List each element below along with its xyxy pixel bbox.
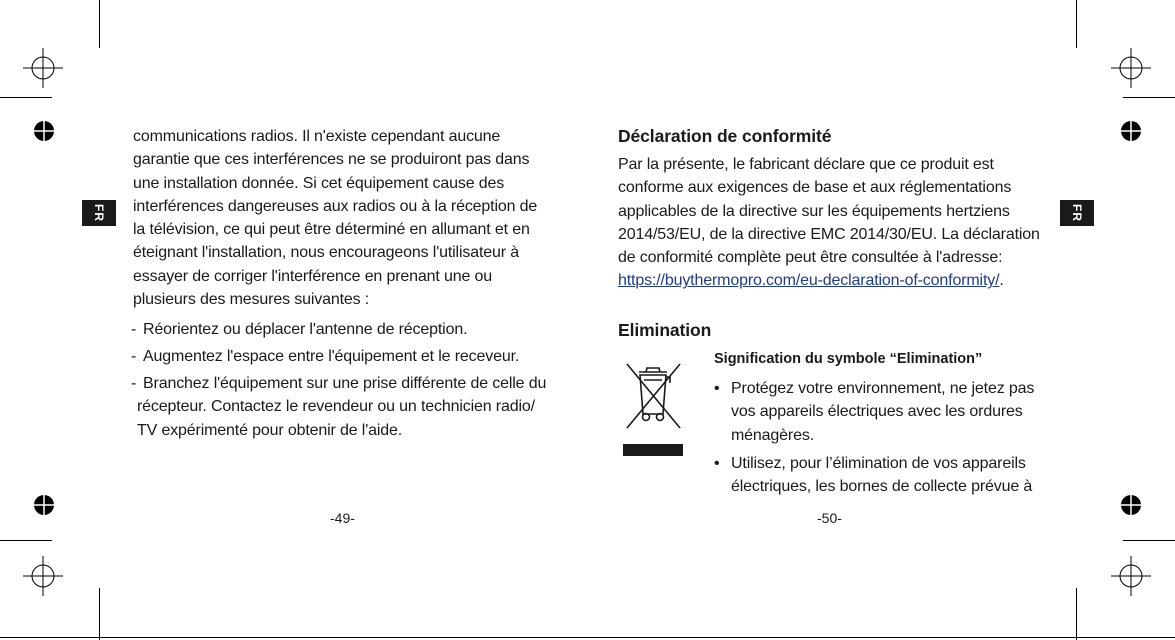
paragraph-line: essayer de corriger l'interférence en prenant une ou [133, 267, 493, 285]
list-item-text: récepteur. Contactez le revendeur ou un technicien radio/ [137, 398, 535, 416]
crop-mark [0, 540, 52, 541]
paragraph-line: interférences dangereuses aux radios ou à la réception de [133, 197, 538, 215]
crossed-out-wheelie-bin-icon [620, 356, 686, 458]
crop-mark [1076, 588, 1077, 640]
paragraph-line: 2014/53/EU, de la directive EMC 2014/30/EU. La déclaration [618, 225, 1040, 243]
elimination-subheading: Signification du symbole “Elimination” [714, 351, 983, 367]
page-number: -50- [817, 510, 842, 526]
side-dot-mark-icon [1120, 494, 1142, 516]
language-tab-label: FR [92, 204, 106, 222]
list-item-text: Branchez l'équipement sur une prise différente de celle du [143, 375, 547, 392]
crop-mark [1123, 97, 1175, 98]
language-tab-left [82, 200, 116, 226]
paragraph-line: applicables de la directive sur les équipements hertziens [618, 202, 1010, 220]
paragraph-line: une installation donnée. Si cet équipement cause des [133, 174, 505, 192]
declaration-paragraph [618, 153, 1040, 293]
crop-mark [99, 0, 100, 48]
trim-line [0, 637, 1175, 638]
bullet-text: Utilisez, pour l’élimination de vos appareils [731, 455, 1026, 472]
dash-marker: - [131, 348, 137, 365]
bullet-text: vos appareils électriques avec les ordures [731, 403, 1023, 421]
crop-mark [99, 588, 100, 640]
side-dot-mark-icon [1120, 120, 1142, 142]
paragraph-line: éteignant l'installation, nous encourageons l'utilisateur à [133, 244, 519, 262]
left-paragraph [133, 125, 537, 311]
crop-mark [1123, 540, 1175, 541]
declaration-link-line [618, 269, 1040, 292]
registration-mark-icon [23, 556, 63, 596]
registration-mark-icon [1111, 48, 1151, 88]
elimination-heading: Elimination [618, 320, 712, 340]
link-suffix: . [999, 272, 1004, 290]
language-tab-right [1060, 200, 1094, 226]
language-tab-label: FR [1070, 204, 1084, 222]
paragraph-line: garantie que ces interférences ne se produiront pas dans [133, 151, 530, 169]
paragraph-line: conforme aux exigences de base et aux réglementations [618, 179, 1012, 197]
paragraph-line: communications radios. Il n'existe cependant aucune [133, 128, 501, 145]
crop-mark [1076, 0, 1077, 48]
bullet-text: ménagères. [731, 426, 814, 444]
registration-mark-icon [1111, 556, 1151, 596]
page-number: -49- [330, 510, 355, 526]
list-item-text: TV expérimenté pour obtenir de l'aide. [137, 421, 403, 439]
bullet-text: Protégez votre environnement, ne jetez pas [731, 380, 1035, 397]
side-dot-mark-icon [33, 494, 55, 516]
paragraph-line: la télévision, ce qui peut être déterminé en allumant et en [133, 221, 530, 239]
dash-marker: - [131, 375, 137, 392]
paragraph-line: plusieurs des mesures suivantes : [133, 291, 370, 309]
list-item-text: Réorientez ou déplacer l'antenne de réception. [143, 321, 468, 338]
bullet-marker: • [714, 455, 720, 472]
list-item-text: Augmentez l'espace entre l'équipement et le receveur. [143, 348, 520, 365]
bullet-text: électriques, les bornes de collecte prévue à [731, 478, 1033, 496]
registration-mark-icon [23, 48, 63, 88]
conformity-link[interactable]: https://buythermopro.com/eu-declaration-of-conformity/ [618, 272, 1000, 290]
paragraph-line: Par la présente, le fabricant déclare que ce produit est [618, 156, 994, 173]
declaration-heading: Déclaration de conformité [618, 126, 832, 146]
paragraph-line: de conformité complète peut être consultée à l'adresse: [618, 249, 1003, 267]
crop-mark [0, 97, 52, 98]
bullet-marker: • [714, 380, 720, 397]
dash-marker: - [131, 321, 137, 338]
side-dot-mark-icon [33, 120, 55, 142]
